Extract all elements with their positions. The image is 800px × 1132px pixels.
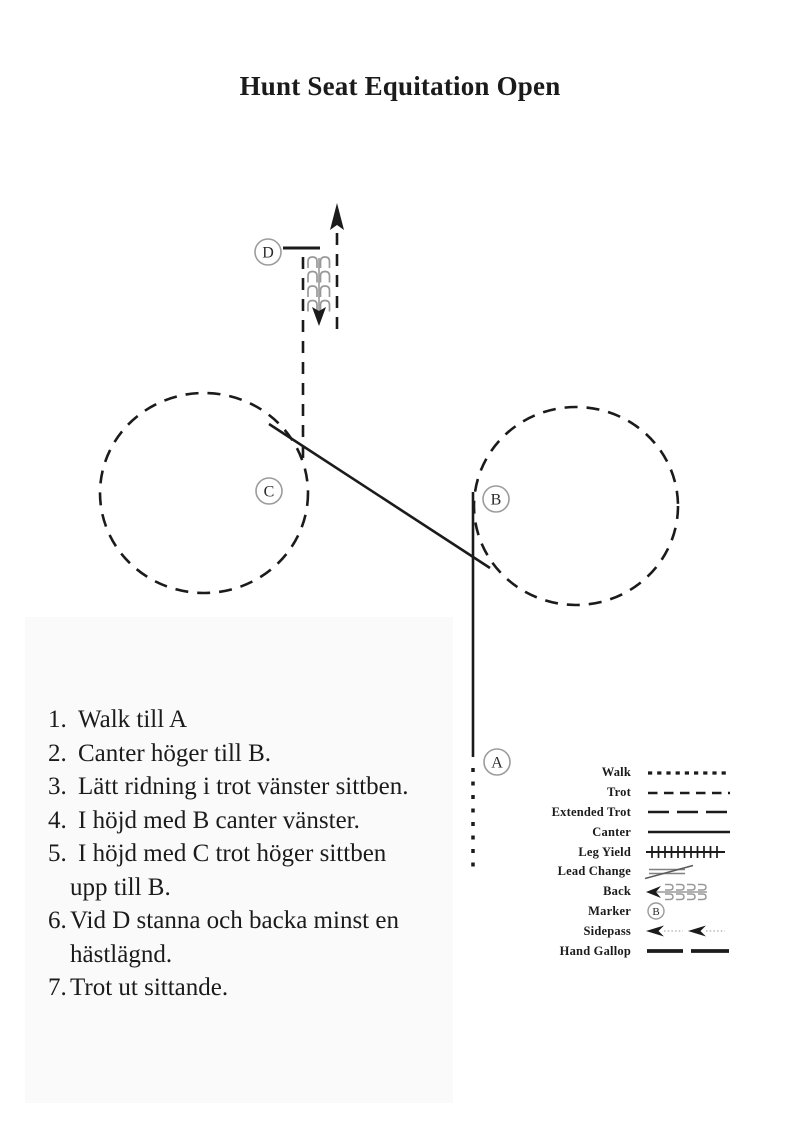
instruction-number: 1. <box>48 706 67 733</box>
leg-yield-symbol <box>645 843 741 861</box>
instruction-3 <box>46 770 476 804</box>
svg-text:D: D <box>262 244 274 262</box>
instruction-number: 7. <box>48 974 67 1001</box>
instruction-text: Trot ut sittande. <box>70 974 229 1001</box>
instruction-text: I höjd med C trot höger sittben <box>78 840 387 867</box>
instruction-text: I höjd med B canter vänster. <box>78 806 360 834</box>
legend-row-sidepass <box>505 921 755 941</box>
legend <box>505 763 755 961</box>
extended-trot-line-symbol <box>645 803 741 821</box>
marker-symbol <box>645 902 741 920</box>
instruction-number: 3. <box>48 773 67 800</box>
instruction-text: Canter höger till B. <box>78 739 272 767</box>
svg-text:B: B <box>652 906 660 919</box>
legend-row-lead-change <box>505 862 755 882</box>
hand-gallop-symbol <box>645 942 741 960</box>
back-maneuver-icon <box>308 257 330 326</box>
legend-label: Canter <box>592 824 631 839</box>
legend-row-walk <box>505 763 755 783</box>
instruction-text: Lätt ridning i trot vänster sittben. <box>78 773 409 800</box>
instruction-text: Walk till A <box>78 706 188 733</box>
trot-line-symbol <box>645 784 741 802</box>
instructions-list <box>46 703 476 1005</box>
instruction-text: Vid D stanna och backa minst en <box>70 907 399 934</box>
canter-diagonal-line <box>269 424 490 568</box>
legend-row-marker <box>505 902 755 922</box>
instruction-text: hästlägnd. <box>70 940 173 968</box>
legend-row-trot <box>505 783 755 803</box>
legend-label: Leg Yield <box>578 844 631 859</box>
legend-label: Hand Gallop <box>559 943 631 958</box>
legend-row-hand-gallop <box>505 941 755 961</box>
instruction-2 <box>46 737 476 771</box>
instruction-5-continued <box>46 871 476 905</box>
legend-label: Lead Change <box>557 864 631 879</box>
legend-label: Extended Trot <box>551 804 631 819</box>
legend-row-extended-trot <box>505 803 755 823</box>
instruction-text: upp till B. <box>70 873 171 901</box>
instruction-7 <box>46 971 476 1005</box>
page-title: Hunt Seat Equitation Open <box>239 71 561 101</box>
instruction-number: 6. <box>48 907 67 934</box>
instruction-4 <box>46 804 476 838</box>
back-symbol <box>645 883 741 901</box>
instruction-6 <box>46 904 476 938</box>
svg-text:A: A <box>491 754 503 772</box>
instruction-6-continued <box>46 938 476 972</box>
instruction-5 <box>46 837 476 871</box>
legend-label: Back <box>603 884 631 899</box>
walk-line-symbol <box>645 764 741 782</box>
svg-text:B: B <box>490 491 502 509</box>
legend-label: Sidepass <box>583 923 631 938</box>
svg-text:C: C <box>263 483 275 501</box>
lead-change-symbol <box>645 863 741 881</box>
legend-row-canter <box>505 822 755 842</box>
legend-label: Walk <box>601 765 631 780</box>
instruction-number: 5. <box>48 840 67 867</box>
marker-d <box>255 239 281 265</box>
canter-line-symbol <box>645 823 741 841</box>
instruction-1 <box>46 703 476 737</box>
legend-row-back <box>505 882 755 902</box>
legend-label: Marker <box>588 903 631 918</box>
instruction-number: 2. <box>48 739 67 767</box>
legend-row-leg-yield <box>505 842 755 862</box>
sidepass-symbol <box>645 922 741 940</box>
instruction-number: 4. <box>48 806 67 834</box>
marker-b <box>483 486 509 512</box>
marker-c <box>256 478 282 504</box>
legend-label: Trot <box>607 785 631 800</box>
exit-arrow-icon <box>330 203 344 230</box>
